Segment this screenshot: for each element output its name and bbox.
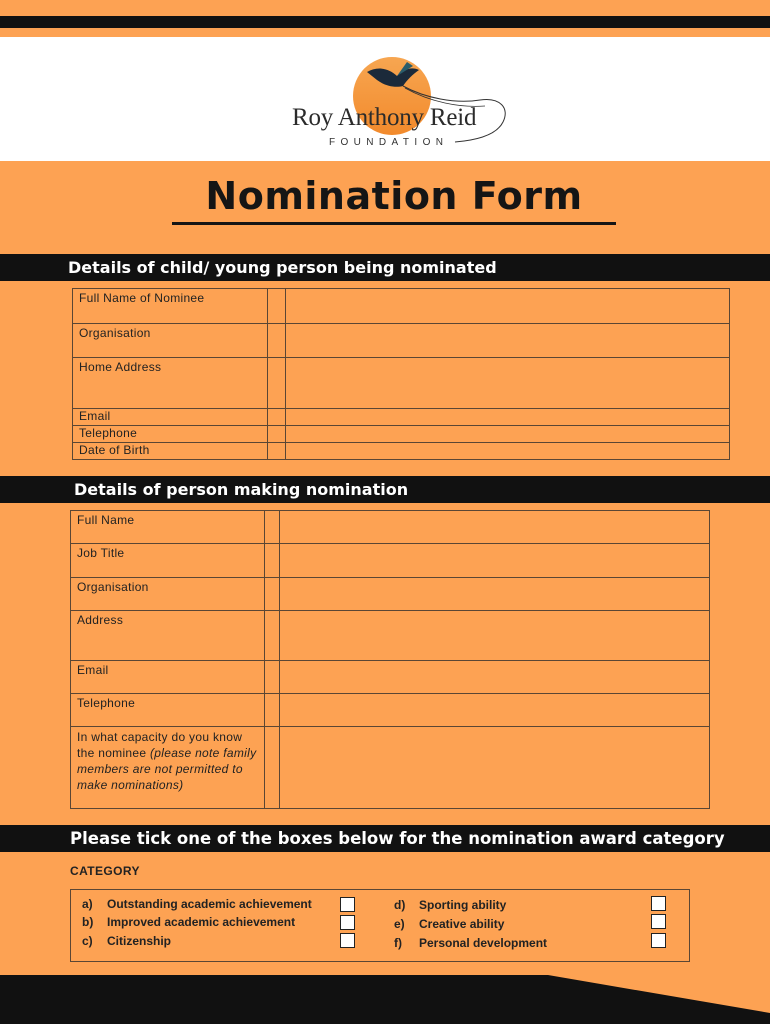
nominator-address-label: Address xyxy=(71,611,265,661)
cell-gap xyxy=(265,661,280,694)
cell-gap xyxy=(265,727,280,809)
cell-gap xyxy=(268,426,286,443)
cell-gap xyxy=(268,409,286,426)
checkbox-creative-ability[interactable] xyxy=(651,914,666,929)
top-black-band xyxy=(0,16,770,28)
top-orange-band xyxy=(0,0,770,16)
section-heading-nominator xyxy=(0,476,770,503)
cell-gap xyxy=(268,358,286,409)
category-item-a xyxy=(82,897,312,911)
category-label-c: Citizenship xyxy=(107,934,172,948)
category-letter: b) xyxy=(82,915,94,929)
nominee-name-field[interactable] xyxy=(286,289,730,324)
category-letter: a) xyxy=(82,897,93,911)
category-letter: c) xyxy=(82,934,93,948)
capacity-label xyxy=(71,727,265,809)
nominator-organisation-field[interactable] xyxy=(280,578,710,611)
cell-gap xyxy=(268,289,286,324)
nominator-name-field[interactable] xyxy=(280,511,710,544)
logo-subtitle: FOUNDATION xyxy=(329,137,449,148)
cell-gap xyxy=(268,324,286,358)
category-item-d xyxy=(394,898,506,912)
category-label-e: Creative ability xyxy=(419,917,505,931)
nominator-address-field[interactable] xyxy=(280,611,710,661)
foundation-logo xyxy=(285,52,525,157)
section-heading-nominee xyxy=(0,254,770,281)
category-letter: d) xyxy=(394,898,406,912)
nominator-telephone-label: Telephone xyxy=(71,694,265,727)
checkbox-outstanding-academic[interactable] xyxy=(340,897,355,912)
nominee-dob-field[interactable] xyxy=(286,443,730,460)
category-label-f: Personal development xyxy=(419,936,548,950)
nominee-dob-label: Date of Birth xyxy=(73,443,268,460)
category-label: CATEGORY xyxy=(70,864,140,878)
checkbox-citizenship[interactable] xyxy=(340,933,355,948)
section-heading-nominator-text: Details of person making nomination xyxy=(74,480,409,499)
cell-gap xyxy=(265,694,280,727)
category-item-b xyxy=(82,915,295,929)
nominee-table xyxy=(72,288,730,460)
nominee-telephone-label: Telephone xyxy=(73,426,268,443)
nominee-organisation-field[interactable] xyxy=(286,324,730,358)
category-label-a: Outstanding academic achievement xyxy=(107,897,312,911)
nominee-address-label: Home Address xyxy=(73,358,268,409)
nominator-email-label: Email xyxy=(71,661,265,694)
nominator-organisation-label: Organisation xyxy=(71,578,265,611)
category-letter: e) xyxy=(394,917,405,931)
nominee-organisation-label: Organisation xyxy=(73,324,268,358)
capacity-label-note: (please note family members are not permitted to make nominations) xyxy=(77,746,257,792)
cell-gap xyxy=(265,578,280,611)
cell-gap xyxy=(265,611,280,661)
logo-name: Roy Anthony Reid xyxy=(292,104,477,131)
nominee-address-field[interactable] xyxy=(286,358,730,409)
checkbox-personal-development[interactable] xyxy=(651,933,666,948)
category-label-b: Improved academic achievement xyxy=(107,915,296,929)
nominee-name-label: Full Name of Nominee xyxy=(73,289,268,324)
nominee-email-label: Email xyxy=(73,409,268,426)
section-heading-nominee-text: Details of child/ young person being nominated xyxy=(68,258,497,277)
capacity-label-text: In what capacity do you know the nominee xyxy=(77,730,243,760)
capacity-field[interactable] xyxy=(280,727,710,809)
section-heading-category-text: Please tick one of the boxes below for the nomination award category xyxy=(70,829,725,848)
top-orange-band-2 xyxy=(0,28,770,37)
cell-gap xyxy=(268,443,286,460)
checkbox-improved-academic[interactable] xyxy=(340,915,355,930)
category-label-d: Sporting ability xyxy=(419,898,507,912)
nominator-jobtitle-label: Job Title xyxy=(71,544,265,578)
cell-gap xyxy=(265,511,280,544)
nominator-email-field[interactable] xyxy=(280,661,710,694)
nominator-telephone-field[interactable] xyxy=(280,694,710,727)
nominator-jobtitle-field[interactable] xyxy=(280,544,710,578)
category-item-c xyxy=(82,934,171,948)
category-letter: f) xyxy=(394,936,402,950)
nominator-name-label: Full Name xyxy=(71,511,265,544)
checkbox-sporting-ability[interactable] xyxy=(651,896,666,911)
nominator-table xyxy=(70,510,710,809)
cell-gap xyxy=(265,544,280,578)
footer-band xyxy=(0,975,770,1024)
page-title: Nomination Form xyxy=(172,168,616,225)
nominee-email-field[interactable] xyxy=(286,409,730,426)
category-item-e xyxy=(394,917,504,931)
nominee-telephone-field[interactable] xyxy=(286,426,730,443)
category-item-f xyxy=(394,936,547,950)
section-heading-category xyxy=(0,825,770,852)
